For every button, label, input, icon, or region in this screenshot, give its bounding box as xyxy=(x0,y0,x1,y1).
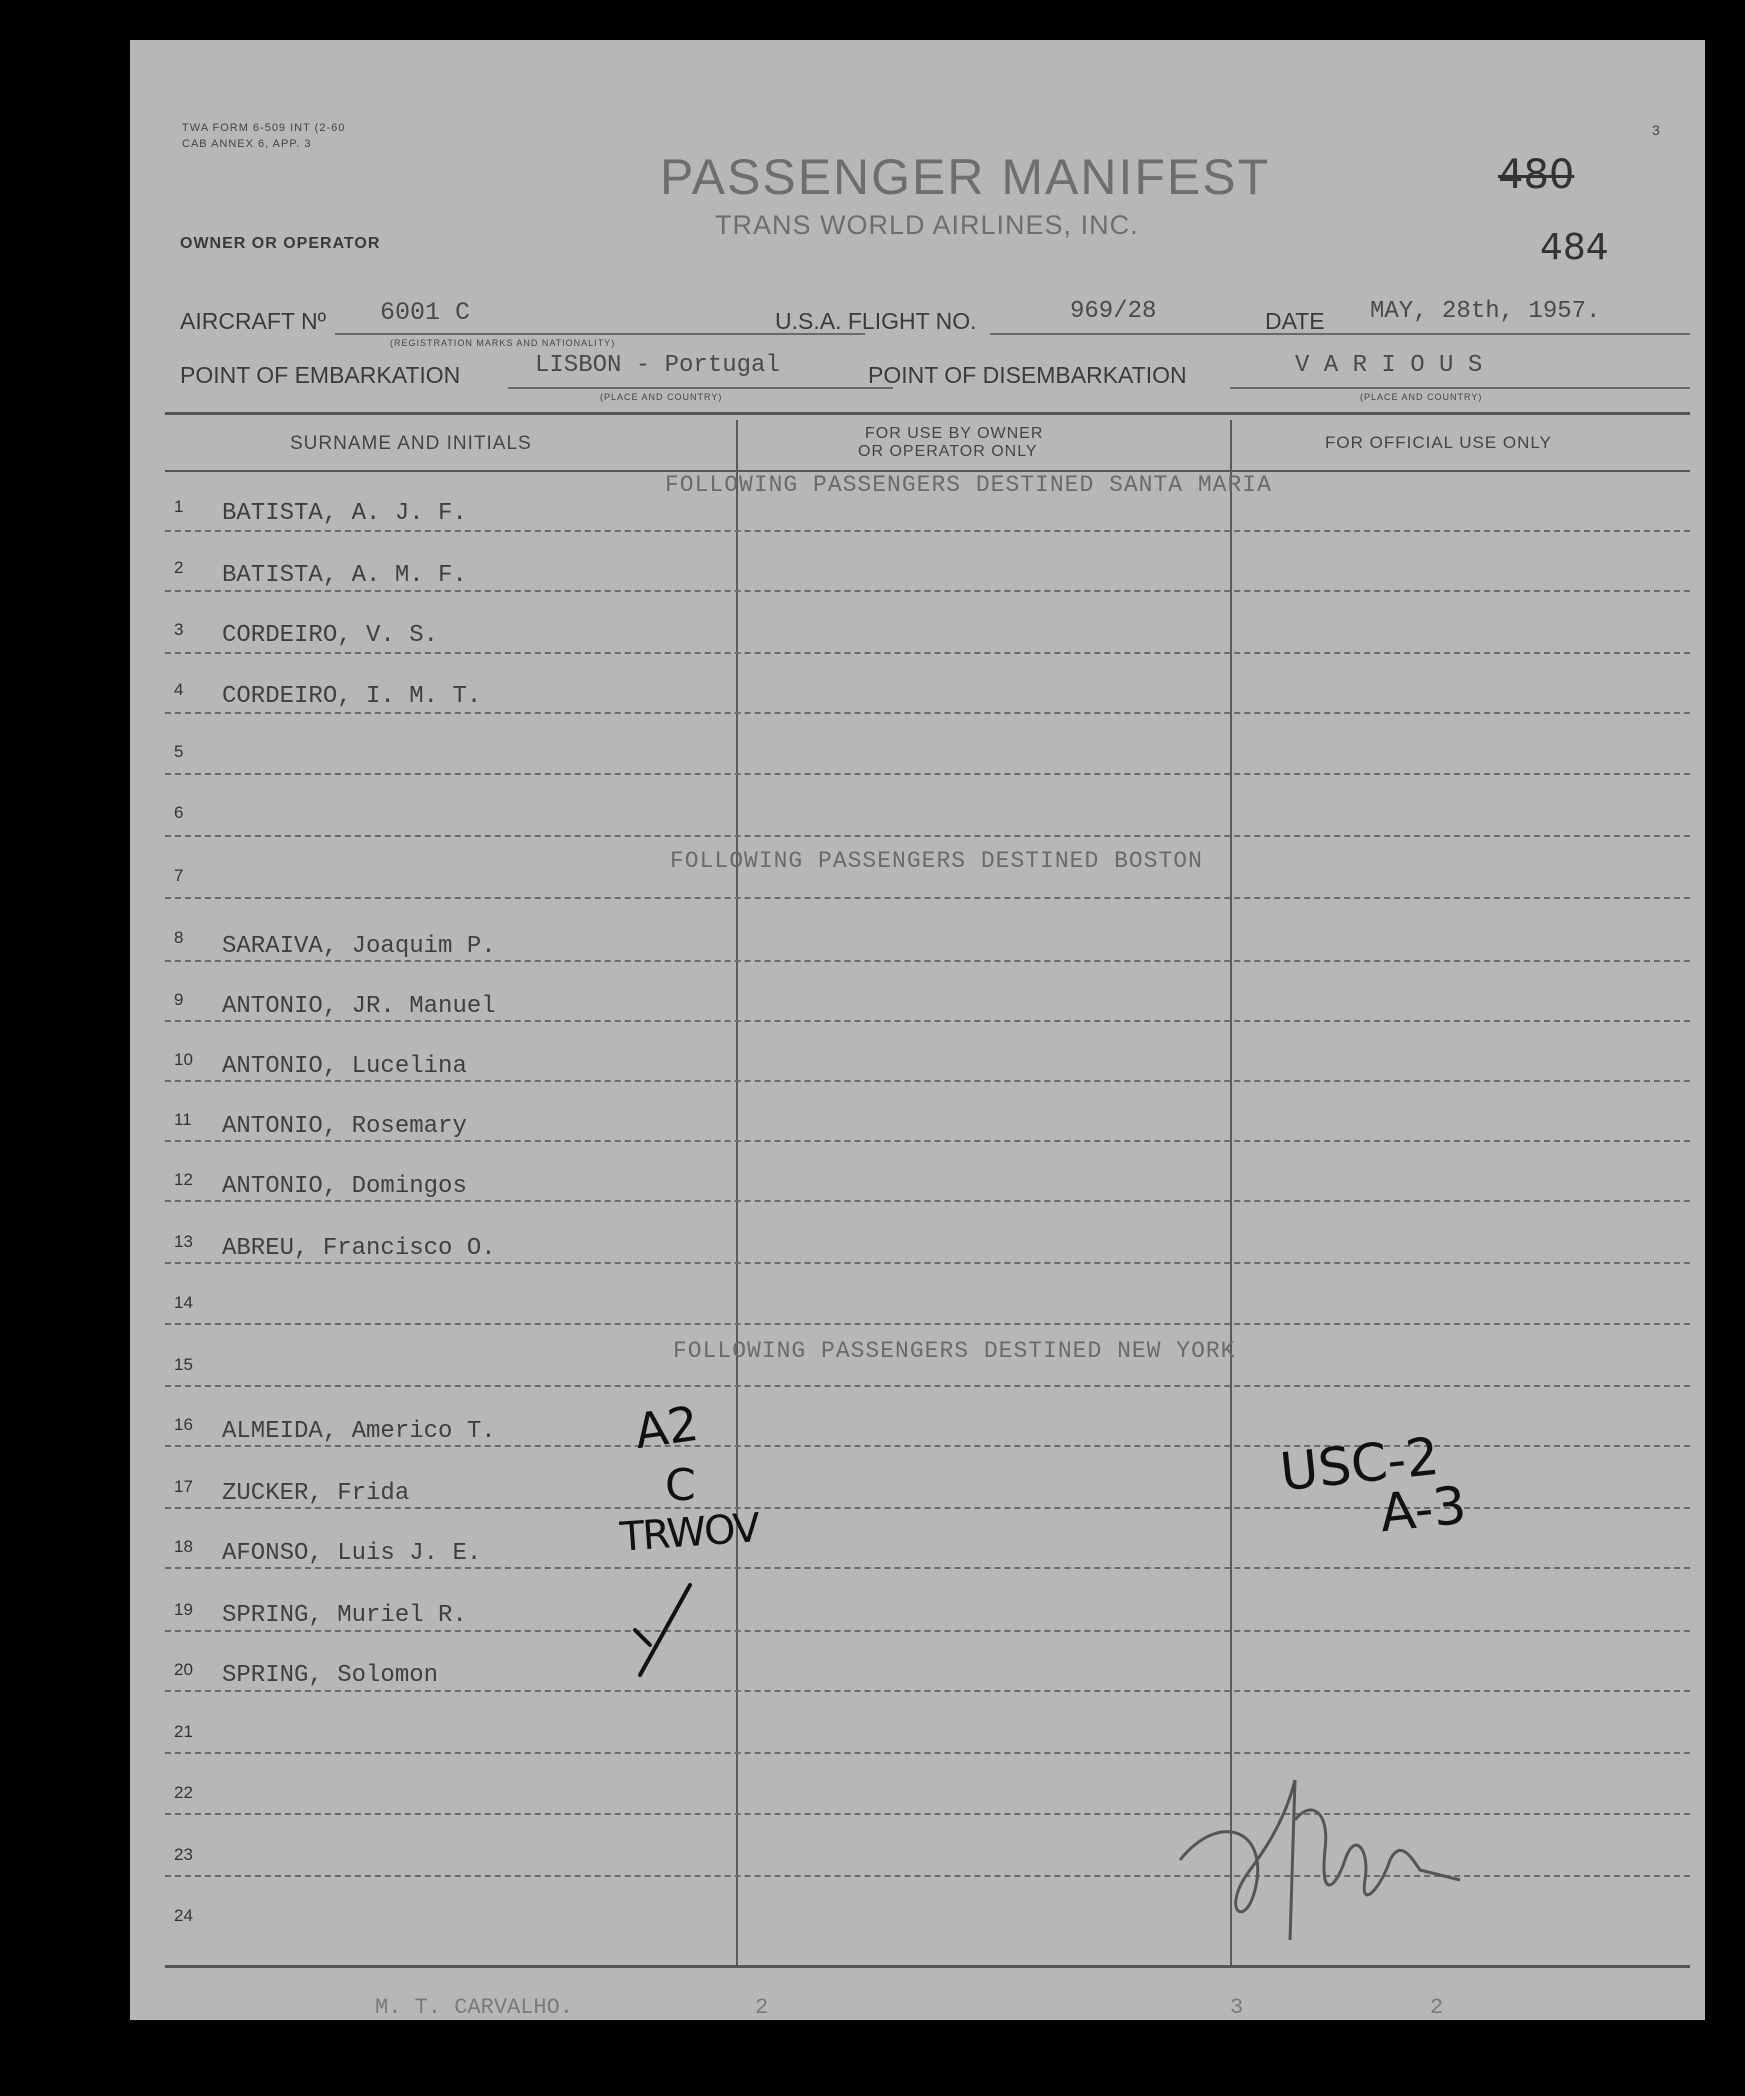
row-number: 21 xyxy=(174,1722,193,1741)
row-number: 20 xyxy=(174,1660,193,1679)
row-line xyxy=(165,960,1690,962)
row-number: 12 xyxy=(174,1170,193,1189)
row-number: 4 xyxy=(174,680,184,699)
next-entry-mark-3: 2 xyxy=(1430,1995,1444,2020)
row-number: 14 xyxy=(174,1293,193,1312)
table-top-border xyxy=(165,412,1690,415)
row-number: 11 xyxy=(174,1110,192,1129)
row-number: 5 xyxy=(174,742,184,761)
passenger-name: ANTONIO, Lucelina xyxy=(222,1053,467,1080)
row-line xyxy=(165,530,1690,532)
row-number: 17 xyxy=(174,1477,193,1496)
passenger-name: SARAIVA, Joaquim P. xyxy=(222,933,496,960)
handwritten-trwov: TRWOV xyxy=(618,1505,760,1561)
embarkation-caption: (PLACE AND COUNTRY) xyxy=(600,392,723,402)
flight-value: 969/28 xyxy=(1070,298,1157,325)
row-number: 13 xyxy=(174,1232,193,1251)
old-manifest-number: 480 xyxy=(1498,152,1575,198)
signature-scribble xyxy=(1160,1740,1470,1960)
passenger-name: CORDEIRO, I. M. T. xyxy=(222,683,482,710)
handwritten-check-mark xyxy=(630,1575,710,1685)
embarkation-line xyxy=(508,387,893,389)
row-line xyxy=(165,1323,1690,1325)
row-line xyxy=(165,590,1690,592)
manifest-number: 484 xyxy=(1540,227,1609,268)
date-line xyxy=(1330,333,1690,335)
table-bottom-border xyxy=(165,1965,1690,1968)
flight-label: U.S.A. FLIGHT NO. xyxy=(775,308,977,334)
row-line xyxy=(165,712,1690,714)
row-number: 10 xyxy=(174,1050,193,1069)
passenger-name: ZUCKER, Frida xyxy=(222,1480,410,1507)
passenger-name: SPRING, Solomon xyxy=(222,1662,439,1689)
row-line xyxy=(165,1445,1690,1447)
section-boston: FOLLOWING PASSENGERS DESTINED BOSTON xyxy=(670,848,1203,874)
form-code-line1: TWA FORM 6-509 INT (2-60 xyxy=(182,122,346,134)
manifest-sheet xyxy=(130,40,1705,2020)
passenger-name: BATISTA, A. J. F. xyxy=(222,500,467,527)
passenger-name: BATISTA, A. M. F. xyxy=(222,562,467,589)
row-line xyxy=(165,1080,1690,1082)
next-entry-mark-2: 3 xyxy=(1230,1995,1244,2020)
col-header-surname: SURNAME AND INITIALS xyxy=(290,433,532,454)
row-line xyxy=(165,835,1690,837)
handwritten-usc-2: USC-2 xyxy=(1277,1426,1442,1504)
embarkation-value: LISBON - Portugal xyxy=(535,352,780,379)
date-label: DATE xyxy=(1265,308,1325,334)
section-new-york: FOLLOWING PASSENGERS DESTINED NEW YORK xyxy=(673,1338,1236,1364)
aircraft-value: 6001 C xyxy=(380,298,471,327)
passenger-name: ALMEIDA, Americo T. xyxy=(222,1418,496,1445)
row-line xyxy=(165,1140,1690,1142)
passenger-name: ANTONIO, Rosemary xyxy=(222,1113,467,1140)
form-subtitle: TRANS WORLD AIRLINES, INC. xyxy=(715,210,1139,240)
owner-label: OWNER OR OPERATOR xyxy=(180,235,381,252)
corner-mark: 3 xyxy=(1652,122,1661,138)
form-code-line2: CAB ANNEX 6, APP. 3 xyxy=(182,138,312,150)
disembarkation-caption: (PLACE AND COUNTRY) xyxy=(1360,392,1483,402)
row-number: 23 xyxy=(174,1845,193,1864)
section-santa-maria: FOLLOWING PASSENGERS DESTINED SANTA MARIA xyxy=(665,472,1272,498)
row-number: 18 xyxy=(174,1537,193,1556)
row-number: 6 xyxy=(174,803,184,822)
passenger-name: SPRING, Muriel R. xyxy=(222,1602,467,1629)
handwritten-a2: A2 xyxy=(631,1395,702,1461)
form-title: PASSENGER MANIFEST xyxy=(660,149,1271,205)
passenger-name: ABREU, Francisco O. xyxy=(222,1235,496,1262)
row-number: 8 xyxy=(174,928,184,947)
row-number: 19 xyxy=(174,1600,193,1619)
col-header-owner-line1: FOR USE BY OWNER xyxy=(865,425,1044,442)
passenger-name: ANTONIO, JR. Manuel xyxy=(222,993,496,1020)
row-number: 15 xyxy=(174,1355,193,1374)
col-header-official: FOR OFFICIAL USE ONLY xyxy=(1325,433,1552,452)
col-header-owner-line2: OR OPERATOR ONLY xyxy=(858,443,1038,460)
disembarkation-value: V A R I O U S xyxy=(1295,352,1483,379)
row-number: 16 xyxy=(174,1415,193,1434)
row-line xyxy=(165,897,1690,899)
row-line xyxy=(165,1020,1690,1022)
row-line xyxy=(165,773,1690,775)
disembarkation-label: POINT OF DISEMBARKATION xyxy=(868,362,1187,388)
row-line xyxy=(165,1567,1690,1569)
embarkation-label: POINT OF EMBARKATION xyxy=(180,362,461,388)
row-line xyxy=(165,1262,1690,1264)
row-number: 9 xyxy=(174,990,184,1009)
date-value: MAY, 28th, 1957. xyxy=(1370,298,1601,325)
aircraft-label: AIRCRAFT Nº xyxy=(180,308,326,334)
row-number: 2 xyxy=(174,558,184,577)
next-entry-name: M. T. CARVALHO. xyxy=(375,1995,574,2020)
row-number: 1 xyxy=(174,497,184,516)
row-number: 7 xyxy=(174,866,184,885)
row-number: 24 xyxy=(174,1906,193,1925)
handwritten-a-3: A-3 xyxy=(1377,1475,1470,1545)
passenger-name: AFONSO, Luis J. E. xyxy=(222,1540,482,1567)
disembarkation-line xyxy=(1230,387,1690,389)
aircraft-caption: (REGISTRATION MARKS AND NATIONALITY) xyxy=(390,338,616,348)
next-entry-mark-1: 2 xyxy=(755,1995,769,2020)
handwritten-c: C xyxy=(665,1460,696,1511)
row-number: 22 xyxy=(174,1783,193,1802)
passenger-name: CORDEIRO, V. S. xyxy=(222,622,439,649)
row-line xyxy=(165,1200,1690,1202)
passenger-name: ANTONIO, Domingos xyxy=(222,1173,467,1200)
row-number: 3 xyxy=(174,620,184,639)
row-line xyxy=(165,652,1690,654)
row-line xyxy=(165,1385,1690,1387)
row-line xyxy=(165,1690,1690,1692)
row-line xyxy=(165,1630,1690,1632)
